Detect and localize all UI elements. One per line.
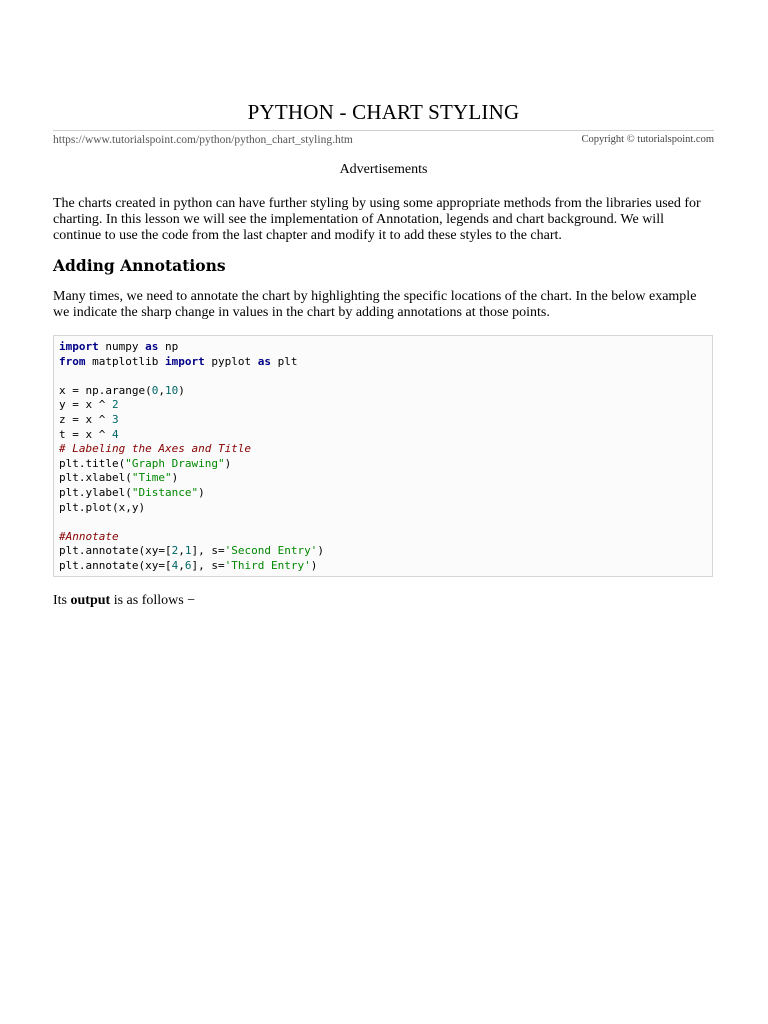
- code-line-blank: [59, 369, 712, 384]
- code-line: plt.plot(x,y): [59, 500, 146, 514]
- code-line-blank: [59, 515, 712, 530]
- code-line: x = np.arange(0,10): [59, 383, 185, 397]
- code-block: [53, 335, 713, 577]
- code-line: #Annotate: [59, 529, 119, 543]
- intro-paragraph: The charts created in python can have further styling by using some appropriate methods from the libraries used for charting. In this lesson we will see the implementation of Annotation, legends and chart background. We will continue to use the code from the last chapter and modify it to add these styles to the chart.: [53, 196, 701, 243]
- code-line: plt.annotate(xy=[2,1], s='Second Entry'): [59, 544, 324, 558]
- code-line: y = x ^ 2: [59, 398, 119, 412]
- code-line: from matplotlib import pyplot as plt: [59, 354, 298, 368]
- code-line: import numpy as np: [59, 340, 179, 353]
- code-line: plt.annotate(xy=[4,6], s='Third Entry'): [59, 558, 318, 572]
- advertisements-label: Advertisements: [339, 162, 428, 177]
- copyright-notice: Copyright © tutorialspoint.com: [581, 134, 714, 145]
- code-line: plt.title("Graph Drawing"): [59, 456, 232, 470]
- code-line: plt.ylabel("Distance"): [59, 485, 205, 499]
- code-line: t = x ^ 4: [59, 427, 119, 441]
- code-line: z = x ^ 3: [59, 412, 119, 426]
- code-line: plt.xlabel("Time"): [59, 471, 179, 485]
- source-url[interactable]: https://www.tutorialspoint.com/python/python_chart_styling.htm: [53, 134, 353, 146]
- code-line: # Labeling the Axes and Title: [59, 442, 252, 456]
- section-heading: Adding Annotations: [53, 256, 226, 275]
- output-intro: Its output is as follows −: [53, 593, 196, 608]
- header-divider: [53, 130, 714, 131]
- section-paragraph: Many times, we need to annotate the chart by highlighting the specific locations of the chart. In the below example we indicate the sharp change in values in the chart by adding annotations at those points.: [53, 289, 697, 320]
- page-title: PYTHON - CHART STYLING: [247, 100, 520, 124]
